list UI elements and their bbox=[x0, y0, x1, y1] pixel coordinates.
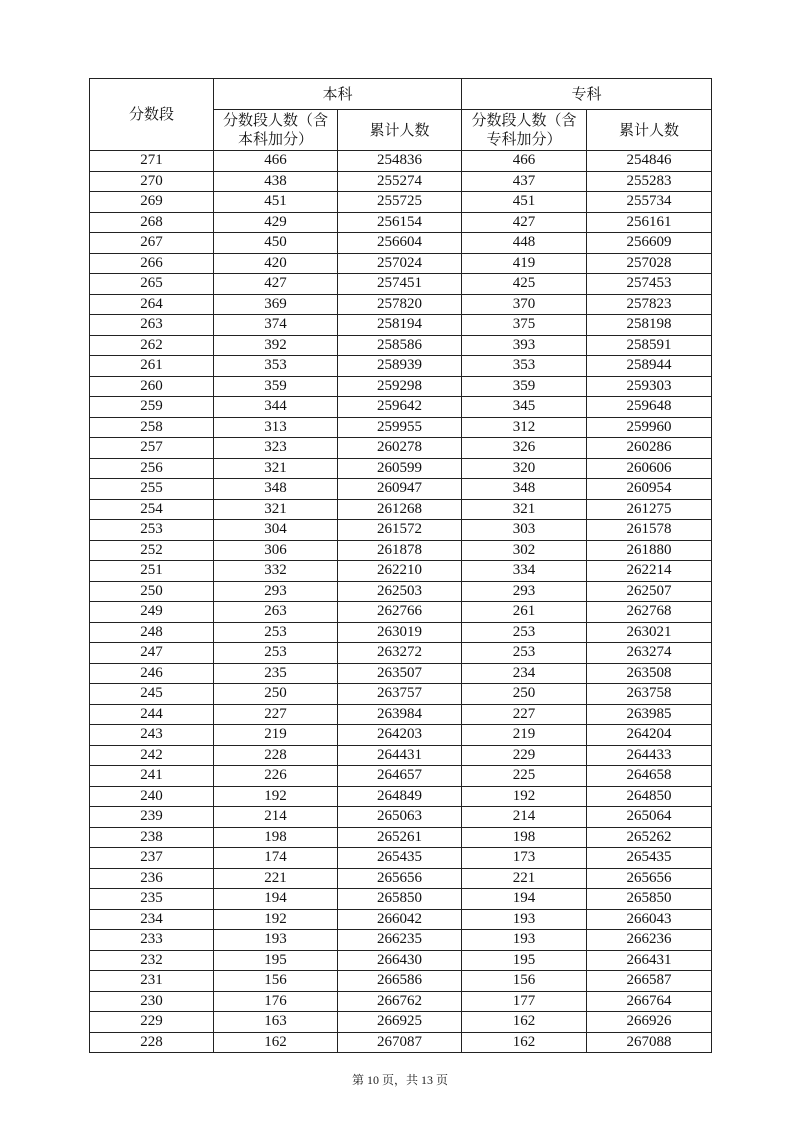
undergrad-count-cell: 313 bbox=[214, 417, 338, 438]
score-cell: 247 bbox=[90, 643, 214, 664]
undergrad-count-cell: 353 bbox=[214, 356, 338, 377]
junior-count-cell: 194 bbox=[462, 889, 587, 910]
junior-count-cell: 219 bbox=[462, 725, 587, 746]
junior-count-cell: 359 bbox=[462, 376, 587, 397]
score-cell: 240 bbox=[90, 786, 214, 807]
junior-count-cell: 192 bbox=[462, 786, 587, 807]
score-cell: 236 bbox=[90, 868, 214, 889]
junior-cumulative-cell: 255283 bbox=[587, 171, 712, 192]
table-row bbox=[90, 458, 712, 479]
junior-count-cell: 198 bbox=[462, 827, 587, 848]
table-row bbox=[90, 704, 712, 725]
score-cell: 228 bbox=[90, 1032, 214, 1053]
score-cell: 267 bbox=[90, 233, 214, 254]
table-row bbox=[90, 643, 712, 664]
undergrad-count-cell: 219 bbox=[214, 725, 338, 746]
table-row bbox=[90, 479, 712, 500]
junior-count-cell: 261 bbox=[462, 602, 587, 623]
score-cell: 234 bbox=[90, 909, 214, 930]
junior-cumulative-cell: 261578 bbox=[587, 520, 712, 541]
table-row bbox=[90, 520, 712, 541]
undergrad-count-cell: 263 bbox=[214, 602, 338, 623]
table-row bbox=[90, 233, 712, 254]
undergrad-count-cell: 194 bbox=[214, 889, 338, 910]
undergrad-count-cell: 374 bbox=[214, 315, 338, 336]
table-row bbox=[90, 868, 712, 889]
undergrad-cumulative-cell: 265850 bbox=[338, 889, 462, 910]
score-cell: 256 bbox=[90, 458, 214, 479]
junior-count-cell: 173 bbox=[462, 848, 587, 869]
undergrad-cumulative-cell: 266235 bbox=[338, 930, 462, 951]
junior-cumulative-cell: 263274 bbox=[587, 643, 712, 664]
undergrad-cumulative-cell: 264431 bbox=[338, 745, 462, 766]
junior-cumulative-cell: 264433 bbox=[587, 745, 712, 766]
header-row-1 bbox=[90, 79, 712, 110]
junior-cumulative-cell: 259960 bbox=[587, 417, 712, 438]
undergrad-cumulative-cell: 259642 bbox=[338, 397, 462, 418]
score-cell: 260 bbox=[90, 376, 214, 397]
junior-count-cell: 229 bbox=[462, 745, 587, 766]
header-score-band: 分数段 bbox=[90, 79, 214, 151]
table-row bbox=[90, 397, 712, 418]
junior-cumulative-cell: 260954 bbox=[587, 479, 712, 500]
junior-count-cell: 326 bbox=[462, 438, 587, 459]
junior-cumulative-cell: 264658 bbox=[587, 766, 712, 787]
undergrad-cumulative-cell: 265063 bbox=[338, 807, 462, 828]
undergrad-count-cell: 332 bbox=[214, 561, 338, 582]
score-cell: 255 bbox=[90, 479, 214, 500]
undergrad-cumulative-cell: 267087 bbox=[338, 1032, 462, 1053]
table-row bbox=[90, 663, 712, 684]
score-cell: 251 bbox=[90, 561, 214, 582]
table-row bbox=[90, 294, 712, 315]
undergrad-count-cell: 253 bbox=[214, 622, 338, 643]
undergrad-cumulative-cell: 260599 bbox=[338, 458, 462, 479]
score-cell: 258 bbox=[90, 417, 214, 438]
table-row bbox=[90, 438, 712, 459]
undergrad-cumulative-cell: 255725 bbox=[338, 192, 462, 213]
junior-cumulative-cell: 257823 bbox=[587, 294, 712, 315]
score-cell: 233 bbox=[90, 930, 214, 951]
undergrad-count-cell: 192 bbox=[214, 786, 338, 807]
header-undergrad: 本科 bbox=[214, 79, 462, 110]
table-row bbox=[90, 622, 712, 643]
undergrad-cumulative-cell: 261572 bbox=[338, 520, 462, 541]
junior-count-cell: 448 bbox=[462, 233, 587, 254]
score-cell: 239 bbox=[90, 807, 214, 828]
score-cell: 268 bbox=[90, 212, 214, 233]
score-cell: 244 bbox=[90, 704, 214, 725]
junior-count-cell: 353 bbox=[462, 356, 587, 377]
undergrad-count-cell: 163 bbox=[214, 1012, 338, 1033]
undergrad-count-cell: 438 bbox=[214, 171, 338, 192]
undergrad-count-cell: 420 bbox=[214, 253, 338, 274]
junior-cumulative-cell: 266587 bbox=[587, 971, 712, 992]
undergrad-cumulative-cell: 265656 bbox=[338, 868, 462, 889]
undergrad-cumulative-cell: 263507 bbox=[338, 663, 462, 684]
undergrad-count-cell: 192 bbox=[214, 909, 338, 930]
junior-count-cell: 227 bbox=[462, 704, 587, 725]
table-row bbox=[90, 356, 712, 377]
junior-count-cell: 312 bbox=[462, 417, 587, 438]
undergrad-cumulative-cell: 262210 bbox=[338, 561, 462, 582]
junior-count-cell: 466 bbox=[462, 151, 587, 172]
table-row bbox=[90, 930, 712, 951]
junior-count-cell: 221 bbox=[462, 868, 587, 889]
junior-count-cell: 193 bbox=[462, 930, 587, 951]
junior-count-cell: 214 bbox=[462, 807, 587, 828]
undergrad-cumulative-cell: 260947 bbox=[338, 479, 462, 500]
undergrad-count-cell: 214 bbox=[214, 807, 338, 828]
junior-count-cell: 451 bbox=[462, 192, 587, 213]
score-cell: 235 bbox=[90, 889, 214, 910]
undergrad-cumulative-cell: 258194 bbox=[338, 315, 462, 336]
score-cell: 254 bbox=[90, 499, 214, 520]
junior-cumulative-cell: 261275 bbox=[587, 499, 712, 520]
undergrad-cumulative-cell: 264203 bbox=[338, 725, 462, 746]
undergrad-count-cell: 176 bbox=[214, 991, 338, 1012]
junior-count-cell: 234 bbox=[462, 663, 587, 684]
table-row bbox=[90, 417, 712, 438]
undergrad-count-cell: 427 bbox=[214, 274, 338, 295]
undergrad-cumulative-cell: 261878 bbox=[338, 540, 462, 561]
junior-count-cell: 419 bbox=[462, 253, 587, 274]
junior-count-cell: 320 bbox=[462, 458, 587, 479]
table-row bbox=[90, 212, 712, 233]
header-undergrad-cumulative: 累计人数 bbox=[338, 110, 462, 151]
undergrad-count-cell: 450 bbox=[214, 233, 338, 254]
undergrad-count-cell: 359 bbox=[214, 376, 338, 397]
junior-cumulative-cell: 258198 bbox=[587, 315, 712, 336]
junior-cumulative-cell: 263021 bbox=[587, 622, 712, 643]
junior-cumulative-cell: 265262 bbox=[587, 827, 712, 848]
junior-count-cell: 348 bbox=[462, 479, 587, 500]
undergrad-count-cell: 195 bbox=[214, 950, 338, 971]
junior-cumulative-cell: 263985 bbox=[587, 704, 712, 725]
undergrad-count-cell: 221 bbox=[214, 868, 338, 889]
score-cell: 271 bbox=[90, 151, 214, 172]
junior-cumulative-cell: 263508 bbox=[587, 663, 712, 684]
undergrad-count-cell: 174 bbox=[214, 848, 338, 869]
header-undergrad-count: 分数段人数（含本科加分） bbox=[214, 110, 338, 151]
table-row bbox=[90, 889, 712, 910]
score-cell: 253 bbox=[90, 520, 214, 541]
undergrad-count-cell: 429 bbox=[214, 212, 338, 233]
score-cell: 231 bbox=[90, 971, 214, 992]
undergrad-cumulative-cell: 266762 bbox=[338, 991, 462, 1012]
table-row bbox=[90, 1012, 712, 1033]
score-cell: 257 bbox=[90, 438, 214, 459]
junior-count-cell: 321 bbox=[462, 499, 587, 520]
junior-count-cell: 293 bbox=[462, 581, 587, 602]
score-cell: 243 bbox=[90, 725, 214, 746]
undergrad-cumulative-cell: 263984 bbox=[338, 704, 462, 725]
junior-cumulative-cell: 266926 bbox=[587, 1012, 712, 1033]
score-cell: 250 bbox=[90, 581, 214, 602]
table-row bbox=[90, 315, 712, 336]
header-junior-cumulative: 累计人数 bbox=[587, 110, 712, 151]
undergrad-cumulative-cell: 259298 bbox=[338, 376, 462, 397]
undergrad-count-cell: 250 bbox=[214, 684, 338, 705]
junior-cumulative-cell: 255734 bbox=[587, 192, 712, 213]
undergrad-count-cell: 156 bbox=[214, 971, 338, 992]
undergrad-cumulative-cell: 257024 bbox=[338, 253, 462, 274]
undergrad-count-cell: 466 bbox=[214, 151, 338, 172]
junior-cumulative-cell: 266043 bbox=[587, 909, 712, 930]
junior-cumulative-cell: 260286 bbox=[587, 438, 712, 459]
score-cell: 270 bbox=[90, 171, 214, 192]
table-row bbox=[90, 151, 712, 172]
score-cell: 241 bbox=[90, 766, 214, 787]
score-cell: 248 bbox=[90, 622, 214, 643]
score-cell: 259 bbox=[90, 397, 214, 418]
junior-count-cell: 253 bbox=[462, 643, 587, 664]
junior-count-cell: 375 bbox=[462, 315, 587, 336]
undergrad-count-cell: 162 bbox=[214, 1032, 338, 1053]
undergrad-cumulative-cell: 266925 bbox=[338, 1012, 462, 1033]
undergrad-cumulative-cell: 266430 bbox=[338, 950, 462, 971]
table-row bbox=[90, 807, 712, 828]
score-distribution-table bbox=[89, 78, 712, 1053]
undergrad-cumulative-cell: 264657 bbox=[338, 766, 462, 787]
junior-count-cell: 303 bbox=[462, 520, 587, 541]
undergrad-count-cell: 369 bbox=[214, 294, 338, 315]
table-row bbox=[90, 766, 712, 787]
junior-count-cell: 427 bbox=[462, 212, 587, 233]
junior-count-cell: 195 bbox=[462, 950, 587, 971]
junior-cumulative-cell: 257028 bbox=[587, 253, 712, 274]
table-row bbox=[90, 192, 712, 213]
undergrad-count-cell: 321 bbox=[214, 458, 338, 479]
table-row bbox=[90, 827, 712, 848]
score-cell: 229 bbox=[90, 1012, 214, 1033]
table-row bbox=[90, 950, 712, 971]
table-row bbox=[90, 335, 712, 356]
undergrad-cumulative-cell: 265435 bbox=[338, 848, 462, 869]
table-row bbox=[90, 561, 712, 582]
junior-count-cell: 225 bbox=[462, 766, 587, 787]
undergrad-cumulative-cell: 259955 bbox=[338, 417, 462, 438]
junior-cumulative-cell: 264850 bbox=[587, 786, 712, 807]
table-row bbox=[90, 745, 712, 766]
undergrad-count-cell: 227 bbox=[214, 704, 338, 725]
undergrad-cumulative-cell: 266042 bbox=[338, 909, 462, 930]
undergrad-cumulative-cell: 263019 bbox=[338, 622, 462, 643]
junior-cumulative-cell: 265435 bbox=[587, 848, 712, 869]
junior-count-cell: 162 bbox=[462, 1012, 587, 1033]
junior-cumulative-cell: 265850 bbox=[587, 889, 712, 910]
table-body bbox=[90, 79, 712, 1053]
score-cell: 263 bbox=[90, 315, 214, 336]
junior-cumulative-cell: 262214 bbox=[587, 561, 712, 582]
junior-cumulative-cell: 266764 bbox=[587, 991, 712, 1012]
junior-count-cell: 250 bbox=[462, 684, 587, 705]
score-cell: 242 bbox=[90, 745, 214, 766]
undergrad-count-cell: 226 bbox=[214, 766, 338, 787]
junior-cumulative-cell: 263758 bbox=[587, 684, 712, 705]
table-row bbox=[90, 540, 712, 561]
junior-count-cell: 345 bbox=[462, 397, 587, 418]
table-row bbox=[90, 171, 712, 192]
score-cell: 246 bbox=[90, 663, 214, 684]
table-row bbox=[90, 848, 712, 869]
undergrad-count-cell: 451 bbox=[214, 192, 338, 213]
table-row bbox=[90, 786, 712, 807]
undergrad-count-cell: 228 bbox=[214, 745, 338, 766]
undergrad-cumulative-cell: 261268 bbox=[338, 499, 462, 520]
junior-cumulative-cell: 257453 bbox=[587, 274, 712, 295]
undergrad-cumulative-cell: 265261 bbox=[338, 827, 462, 848]
score-cell: 249 bbox=[90, 602, 214, 623]
undergrad-cumulative-cell: 255274 bbox=[338, 171, 462, 192]
junior-count-cell: 425 bbox=[462, 274, 587, 295]
undergrad-count-cell: 323 bbox=[214, 438, 338, 459]
table-row bbox=[90, 1032, 712, 1053]
undergrad-count-cell: 306 bbox=[214, 540, 338, 561]
junior-cumulative-cell: 258591 bbox=[587, 335, 712, 356]
undergrad-cumulative-cell: 260278 bbox=[338, 438, 462, 459]
undergrad-cumulative-cell: 257820 bbox=[338, 294, 462, 315]
table-row bbox=[90, 376, 712, 397]
undergrad-cumulative-cell: 256604 bbox=[338, 233, 462, 254]
junior-cumulative-cell: 264204 bbox=[587, 725, 712, 746]
junior-cumulative-cell: 267088 bbox=[587, 1032, 712, 1053]
junior-cumulative-cell: 265064 bbox=[587, 807, 712, 828]
score-cell: 264 bbox=[90, 294, 214, 315]
table-row bbox=[90, 274, 712, 295]
junior-cumulative-cell: 266431 bbox=[587, 950, 712, 971]
score-cell: 269 bbox=[90, 192, 214, 213]
junior-cumulative-cell: 260606 bbox=[587, 458, 712, 479]
junior-count-cell: 253 bbox=[462, 622, 587, 643]
score-cell: 237 bbox=[90, 848, 214, 869]
undergrad-count-cell: 304 bbox=[214, 520, 338, 541]
undergrad-cumulative-cell: 257451 bbox=[338, 274, 462, 295]
undergrad-cumulative-cell: 262766 bbox=[338, 602, 462, 623]
table-row bbox=[90, 581, 712, 602]
score-cell: 265 bbox=[90, 274, 214, 295]
junior-cumulative-cell: 254846 bbox=[587, 151, 712, 172]
junior-count-cell: 437 bbox=[462, 171, 587, 192]
table-row bbox=[90, 602, 712, 623]
junior-count-cell: 193 bbox=[462, 909, 587, 930]
undergrad-count-cell: 392 bbox=[214, 335, 338, 356]
junior-cumulative-cell: 262768 bbox=[587, 602, 712, 623]
table-row bbox=[90, 253, 712, 274]
score-cell: 238 bbox=[90, 827, 214, 848]
undergrad-cumulative-cell: 258939 bbox=[338, 356, 462, 377]
score-cell: 232 bbox=[90, 950, 214, 971]
junior-cumulative-cell: 256161 bbox=[587, 212, 712, 233]
score-cell: 252 bbox=[90, 540, 214, 561]
undergrad-count-cell: 348 bbox=[214, 479, 338, 500]
undergrad-cumulative-cell: 266586 bbox=[338, 971, 462, 992]
junior-cumulative-cell: 261880 bbox=[587, 540, 712, 561]
page-footer: 第 10 页，共 13 页 bbox=[351, 1073, 448, 1087]
undergrad-count-cell: 235 bbox=[214, 663, 338, 684]
score-cell: 245 bbox=[90, 684, 214, 705]
junior-cumulative-cell: 259303 bbox=[587, 376, 712, 397]
table-row bbox=[90, 971, 712, 992]
junior-count-cell: 177 bbox=[462, 991, 587, 1012]
table-row bbox=[90, 499, 712, 520]
junior-cumulative-cell: 265656 bbox=[587, 868, 712, 889]
undergrad-cumulative-cell: 254836 bbox=[338, 151, 462, 172]
junior-cumulative-cell: 258944 bbox=[587, 356, 712, 377]
junior-count-cell: 162 bbox=[462, 1032, 587, 1053]
junior-count-cell: 156 bbox=[462, 971, 587, 992]
junior-count-cell: 393 bbox=[462, 335, 587, 356]
junior-cumulative-cell: 262507 bbox=[587, 581, 712, 602]
undergrad-cumulative-cell: 263272 bbox=[338, 643, 462, 664]
score-cell: 262 bbox=[90, 335, 214, 356]
junior-count-cell: 334 bbox=[462, 561, 587, 582]
undergrad-count-cell: 198 bbox=[214, 827, 338, 848]
table-row bbox=[90, 991, 712, 1012]
table-row bbox=[90, 684, 712, 705]
junior-count-cell: 302 bbox=[462, 540, 587, 561]
table-row bbox=[90, 909, 712, 930]
score-cell: 230 bbox=[90, 991, 214, 1012]
score-cell: 266 bbox=[90, 253, 214, 274]
undergrad-count-cell: 321 bbox=[214, 499, 338, 520]
junior-cumulative-cell: 259648 bbox=[587, 397, 712, 418]
undergrad-cumulative-cell: 262503 bbox=[338, 581, 462, 602]
undergrad-count-cell: 193 bbox=[214, 930, 338, 951]
undergrad-count-cell: 344 bbox=[214, 397, 338, 418]
junior-cumulative-cell: 256609 bbox=[587, 233, 712, 254]
undergrad-cumulative-cell: 264849 bbox=[338, 786, 462, 807]
table-row bbox=[90, 725, 712, 746]
undergrad-cumulative-cell: 258586 bbox=[338, 335, 462, 356]
score-cell: 261 bbox=[90, 356, 214, 377]
header-junior: 专科 bbox=[462, 79, 712, 110]
undergrad-count-cell: 253 bbox=[214, 643, 338, 664]
header-junior-count: 分数段人数（含专科加分） bbox=[462, 110, 587, 151]
undergrad-cumulative-cell: 263757 bbox=[338, 684, 462, 705]
undergrad-count-cell: 293 bbox=[214, 581, 338, 602]
junior-count-cell: 370 bbox=[462, 294, 587, 315]
undergrad-cumulative-cell: 256154 bbox=[338, 212, 462, 233]
junior-cumulative-cell: 266236 bbox=[587, 930, 712, 951]
